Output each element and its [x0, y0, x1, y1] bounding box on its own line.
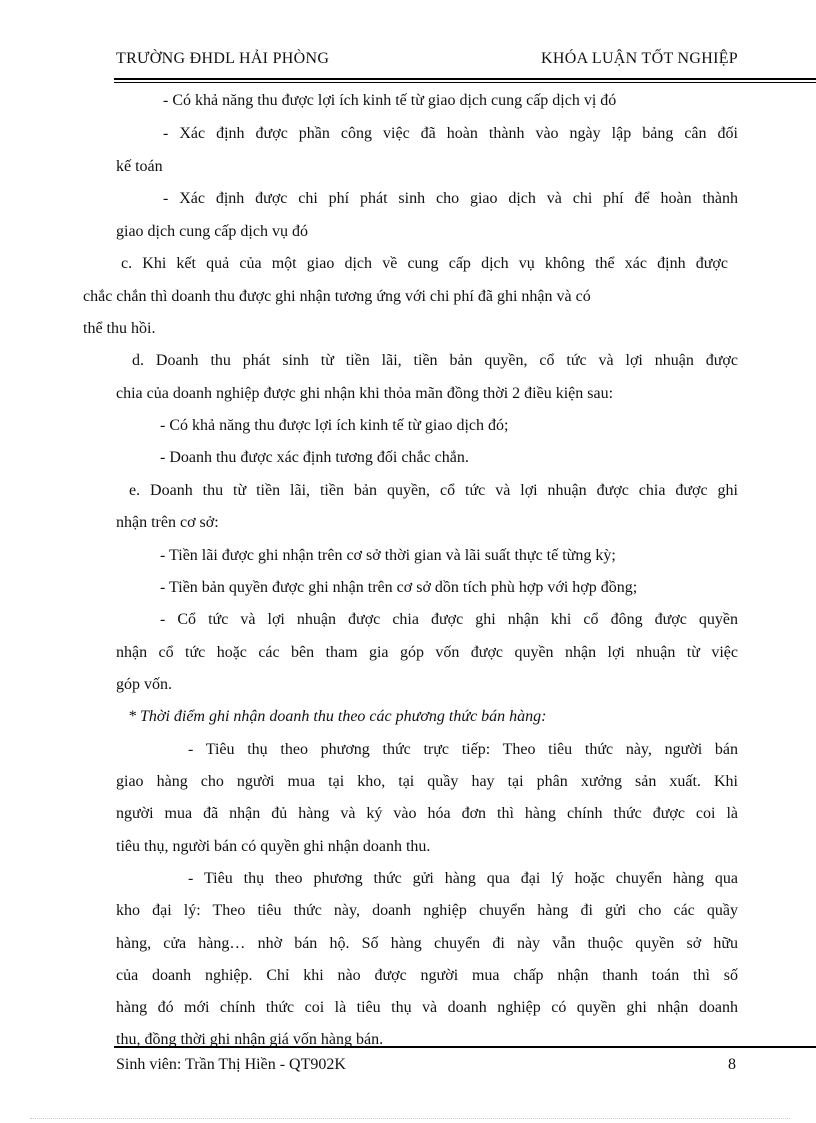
body-line: nhận cổ tức hoặc các bên tham gia góp vốn được quyền nhận lợi nhuận từ việc [116, 644, 738, 661]
body-line: e. Doanh thu từ tiền lãi, tiền bản quyền, cổ tức và lợi nhuận được chia được ghi [129, 482, 738, 499]
body-line: - Tiêu thụ theo phương thức gửi hàng qua đại lý hoặc chuyển hàng qua [188, 870, 738, 887]
body-line: - Tiêu thụ theo phương thức trực tiếp: Theo tiêu thức này, người bán [188, 741, 738, 758]
header-document-type: KHÓA LUẬN TỐT NGHIỆP [541, 50, 738, 67]
footer-student: Sinh viên: Trần Thị Hiền - QT902K [116, 1056, 346, 1073]
page-number: 8 [728, 1056, 736, 1073]
body-line: thể thu hồi. [83, 320, 156, 337]
body-line: góp vốn. [116, 676, 172, 693]
body-line: kho đại lý: Theo tiêu thức này, doanh nghiệp chuyển hàng đi gửi cho các quầy [116, 902, 738, 919]
body-line: - Xác định được chi phí phát sinh cho giao dịch và chi phí để hoàn thành [163, 190, 738, 207]
body-line: - Có khả năng thu được lợi ích kinh tế từ giao dịch cung cấp dịch vị đó [163, 92, 617, 109]
page-header [116, 50, 738, 72]
body-line: - Doanh thu được xác định tương đối chắc chắn. [160, 449, 469, 466]
body-line: tiêu thụ, người bán có quyền ghi nhận doanh thu. [116, 838, 431, 855]
body-line: của doanh nghiệp. Chỉ khi nào được người mua chấp nhận thanh toán thì số [116, 967, 738, 984]
body-line: - Xác định được phần công việc đã hoàn thành vào ngày lập bảng cân đối [163, 125, 738, 142]
body-line: chia của doanh nghiệp được ghi nhận khi thỏa mãn đồng thời 2 điều kiện sau: [116, 385, 614, 402]
body-line: - Có khả năng thu được lợi ích kinh tế từ giao dịch đó; [160, 417, 509, 434]
body-line: giao dịch cung cấp dịch vụ đó [116, 223, 308, 240]
body-line: kế toán [116, 158, 163, 175]
page-edge-divider [30, 1118, 790, 1119]
body-line: d. Doanh thu phát sinh từ tiền lãi, tiền bản quyền, cổ tức và lợi nhuận được [132, 352, 738, 369]
body-line: - Cổ tức và lợi nhuận được chia được ghi nhận khi cổ đông được quyền [160, 611, 738, 628]
body-line: hàng, cửa hàng… nhờ bán hộ. Số hàng chuyển đi này vẫn thuộc quyền sở hữu [116, 935, 738, 952]
body-line: người mua đã nhận đủ hàng và ký vào hóa đơn thì hàng chính thức được coi là [116, 805, 738, 822]
body-line: nhận trên cơ sở: [116, 514, 219, 531]
body-line: giao hàng cho người mua tại kho, tại quầy hay tại phân xưởng sản xuất. Khi [116, 773, 738, 790]
body-line: chắc chắn thì doanh thu được ghi nhận tương ứng với chi phí đã ghi nhận và có [83, 288, 591, 305]
footer-rule [114, 1046, 816, 1048]
body-line: hàng đó mới chính thức coi là tiêu thụ và doanh nghiệp có quyền ghi nhận doanh [116, 999, 738, 1016]
body-line: thu, đồng thời ghi nhận giá vốn hàng bán. [116, 1031, 384, 1048]
body-line: - Tiền lãi được ghi nhận trên cơ sở thời gian và lãi suất thực tế từng kỳ; [160, 547, 616, 564]
header-rule [114, 78, 816, 80]
header-school: TRƯỜNG ĐHDL HẢI PHÒNG [116, 50, 330, 67]
header-rule-thin [114, 82, 816, 83]
body-line: - Tiền bản quyền được ghi nhận trên cơ sở dồn tích phù hợp với hợp đồng; [160, 579, 638, 596]
section-heading: * Thời điểm ghi nhận doanh thu theo các phương thức bán hàng: [128, 708, 547, 725]
body-text [0, 85, 816, 1048]
body-line: c. Khi kết quả của một giao dịch về cung cấp dịch vụ không thể xác định được [121, 255, 728, 272]
